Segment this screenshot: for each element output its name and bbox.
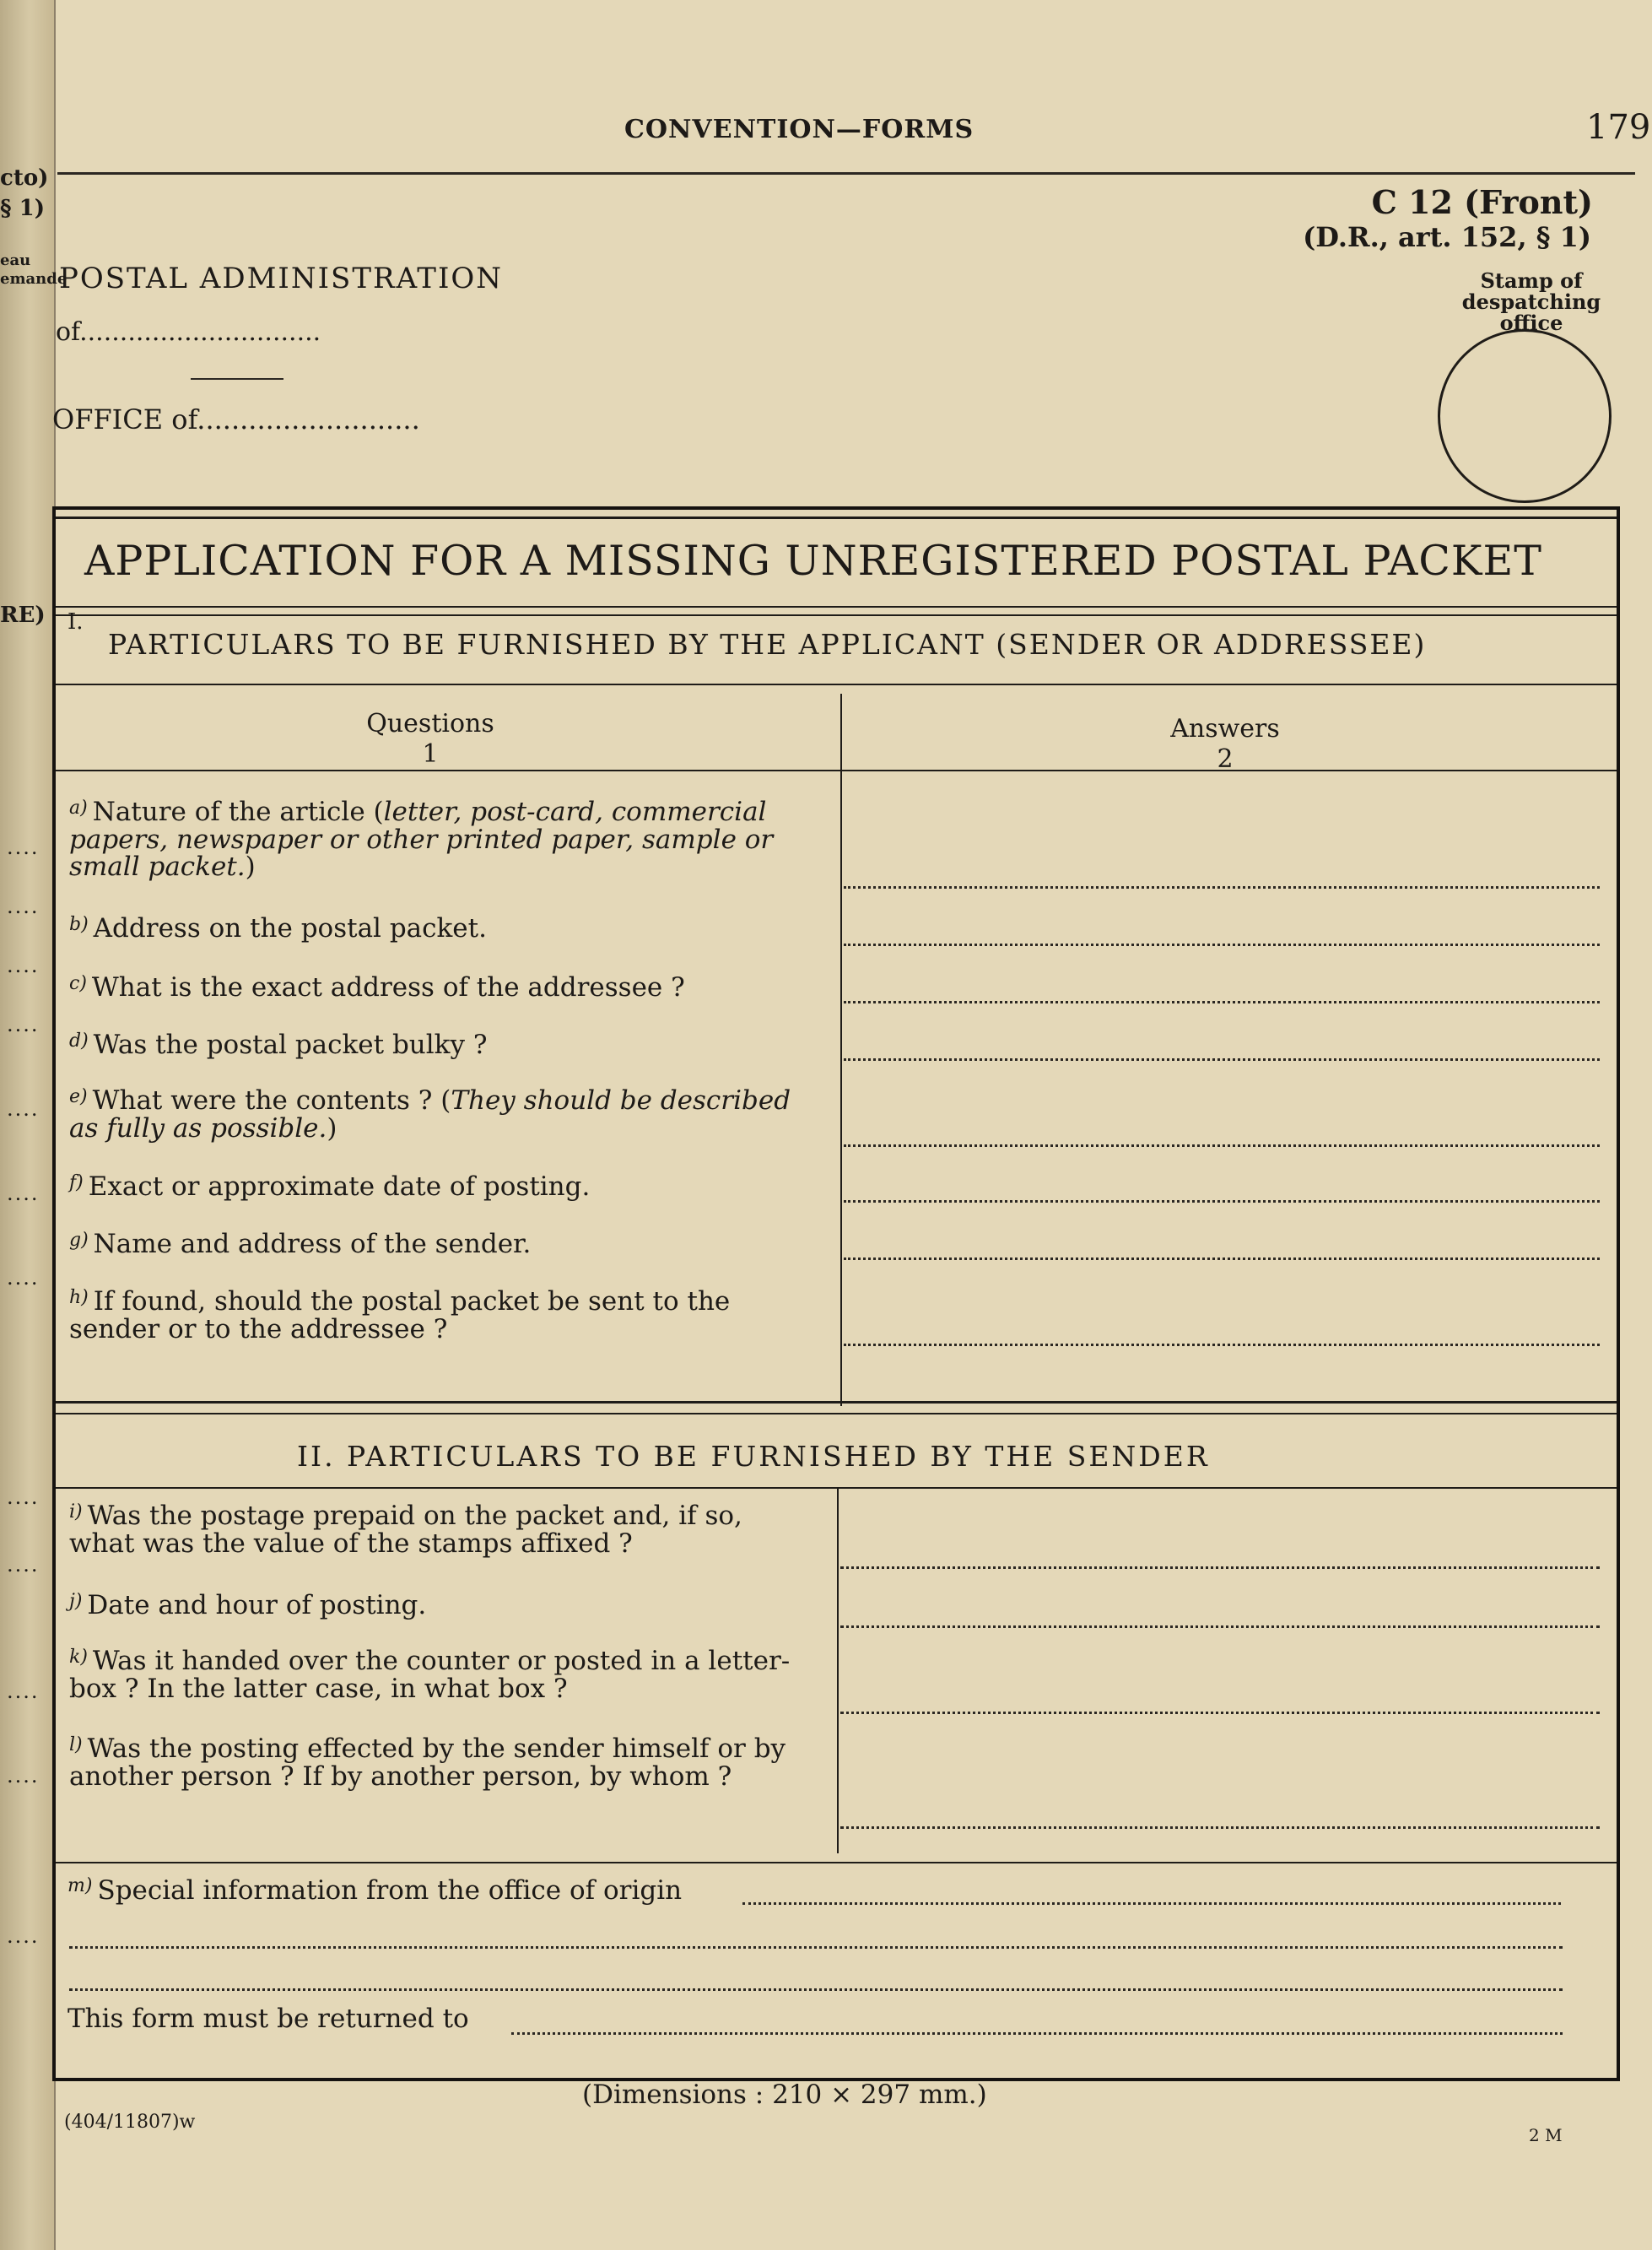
section1-number: I. — [67, 609, 84, 635]
special-information — [67, 1875, 682, 1906]
section2-rule — [56, 1487, 1617, 1489]
answer-line-l[interactable] — [840, 1826, 1600, 1829]
question-text: If found, should the postal packet be sent to the sender or to the addressee ? — [69, 1286, 731, 1344]
gutter-dots: .... — [7, 1013, 40, 1036]
question-text: Name and address of the sender. — [93, 1229, 532, 1259]
section2-column-divider — [837, 1487, 839, 1853]
imprint-mark: 2 M — [1529, 2125, 1563, 2145]
gutter-dots: .... — [7, 895, 40, 918]
adjacent-page-gutter — [0, 0, 67, 2250]
question-letter: j) — [69, 1591, 83, 1612]
title-rule — [56, 606, 1617, 608]
question-c — [69, 974, 812, 1002]
answer-line-f[interactable] — [844, 1200, 1600, 1203]
answers-header-number: 2 — [1217, 744, 1234, 774]
question-text: What is the exact address of the addressee ? — [91, 972, 685, 1003]
section2-heading: II. PARTICULARS TO BE FURNISHED BY THE SENDER — [297, 1440, 1210, 1473]
question-g — [69, 1230, 812, 1258]
gutter-dots: .... — [7, 1924, 40, 1948]
answer-line-j[interactable] — [840, 1625, 1600, 1628]
question-text: Was the postal packet bulky ? — [93, 1030, 488, 1060]
section1-heading: PARTICULARS TO BE FURNISHED BY THE APPLICANT (SENDER OR ADDRESSEE) — [108, 628, 1427, 661]
stamp-label-line2: despatching office — [1461, 289, 1601, 336]
question-text: Date and hour of posting. — [87, 1590, 427, 1620]
office-of-field[interactable]: OFFICE of.......................... — [52, 403, 420, 435]
special-information-line-2[interactable] — [69, 1946, 1563, 1949]
question-d — [69, 1031, 812, 1059]
question-text-end: ) — [327, 1112, 337, 1144]
question-letter: c) — [69, 973, 87, 994]
gutter-dots: .... — [7, 954, 40, 977]
question-text: Nature of the article ( — [92, 797, 384, 827]
gutter-fragment: § 1) — [0, 196, 46, 221]
question-text-end: ) — [245, 852, 256, 883]
question-letter: a) — [69, 798, 88, 819]
gutter-dots: .... — [7, 1764, 40, 1788]
column-divider — [840, 694, 842, 1406]
question-letter: k) — [69, 1647, 88, 1668]
answer-line-g[interactable] — [844, 1258, 1600, 1260]
stamp-label — [1436, 270, 1627, 334]
return-address-label: This form must be returned to — [67, 2004, 469, 2034]
section1-bottom-rule-2 — [56, 1413, 1617, 1414]
gutter-dots: .... — [7, 1097, 40, 1121]
form-title: APPLICATION FOR A MISSING UNREGISTERED POSTAL PACKET — [84, 537, 1542, 585]
gutter-dots: .... — [7, 1485, 40, 1509]
question-text: Exact or approximate date of posting. — [88, 1171, 591, 1202]
answer-line-h[interactable] — [844, 1344, 1600, 1346]
answer-line-d[interactable] — [844, 1058, 1600, 1061]
gutter-fragment: emande — [0, 270, 67, 288]
frame-inner-rule — [56, 517, 1617, 519]
question-j — [69, 1592, 812, 1620]
question-letter: h) — [69, 1287, 89, 1308]
question-b — [69, 915, 812, 943]
question-i — [69, 1502, 812, 1557]
question-letter: g) — [69, 1230, 89, 1251]
column-header-rule — [56, 770, 1617, 771]
question-letter: i) — [69, 1501, 83, 1523]
stamp-label-line1: Stamp of — [1480, 268, 1583, 293]
title-rule-2 — [56, 614, 1617, 616]
question-text-italic: letter, post-card, commercial papers, newspaper or other printed paper, sample or small packet. — [69, 797, 774, 883]
section2-bottom-rule — [56, 1862, 1617, 1863]
question-text: Was the postage prepaid on the packet and, if so, what was the value of the stamps affixed ? — [69, 1501, 742, 1559]
page-number: 179 — [1586, 108, 1651, 147]
question-h — [69, 1288, 812, 1343]
question-letter: f) — [69, 1172, 84, 1193]
answer-line-k[interactable] — [840, 1712, 1600, 1714]
answer-line-e[interactable] — [844, 1144, 1600, 1147]
answer-line-a[interactable] — [844, 886, 1600, 889]
short-divider — [191, 378, 283, 380]
question-letter: b) — [69, 914, 89, 935]
question-text: Address on the postal packet. — [93, 913, 487, 944]
gutter-dots: .... — [7, 836, 40, 859]
special-information-line-3[interactable] — [69, 1988, 1563, 1991]
section1-rule — [56, 684, 1617, 685]
answer-line-c[interactable] — [844, 1001, 1600, 1003]
return-address-line[interactable] — [511, 2032, 1563, 2035]
dimensions-note: (Dimensions : 210 × 297 mm.) — [582, 2080, 987, 2110]
form-reference: (D.R., art. 152, § 1) — [1303, 221, 1591, 253]
question-letter: e) — [69, 1086, 88, 1107]
special-information-line-1[interactable] — [742, 1902, 1561, 1905]
question-text: Was the posting effected by the sender himself or by another person ? If by another person, by whom ? — [69, 1733, 786, 1792]
running-title: CONVENTION—FORMS — [624, 115, 974, 144]
header-rule — [57, 172, 1635, 175]
gutter-dots: .... — [7, 1553, 40, 1577]
answer-line-b[interactable] — [844, 944, 1600, 946]
form-code: C 12 (Front) — [1371, 183, 1593, 221]
question-a — [69, 798, 812, 881]
questions-header-number: 1 — [422, 739, 439, 769]
question-letter: l) — [69, 1734, 83, 1755]
gutter-fragment: RE) — [0, 603, 46, 628]
question-e — [69, 1087, 812, 1142]
answers-header-label: Answers — [1170, 714, 1280, 744]
question-l — [69, 1735, 812, 1790]
questions-column-header — [304, 709, 557, 770]
question-k — [69, 1647, 812, 1702]
question-text-italic: They should be described as fully as possible. — [69, 1085, 791, 1144]
question-text: What were the contents ? ( — [92, 1085, 451, 1116]
question-letter: m) — [67, 1875, 93, 1896]
stamp-circle — [1438, 329, 1612, 503]
postal-administration-label: POSTAL ADMINISTRATION — [59, 262, 504, 295]
answer-line-i[interactable] — [840, 1566, 1600, 1569]
gutter-fragment: cto) — [0, 165, 49, 191]
question-f — [69, 1173, 812, 1201]
gutter-dots: .... — [7, 1266, 40, 1290]
special-information-text: Special information from the office of origin — [97, 1875, 683, 1906]
answers-column-header — [1099, 714, 1352, 775]
print-reference: (404/11807)w — [64, 2112, 196, 2133]
gutter-fragment: eau — [0, 252, 31, 269]
question-letter: d) — [69, 1030, 89, 1052]
question-text: Was it handed over the counter or posted in a letter-box ? In the latter case, in what box ? — [69, 1646, 791, 1704]
section1-bottom-rule — [56, 1401, 1617, 1404]
gutter-dots: .... — [7, 1182, 40, 1205]
gutter-dots: .... — [7, 1679, 40, 1703]
questions-header-label: Questions — [366, 709, 494, 738]
administration-of-field[interactable]: of.............................. — [56, 317, 321, 347]
